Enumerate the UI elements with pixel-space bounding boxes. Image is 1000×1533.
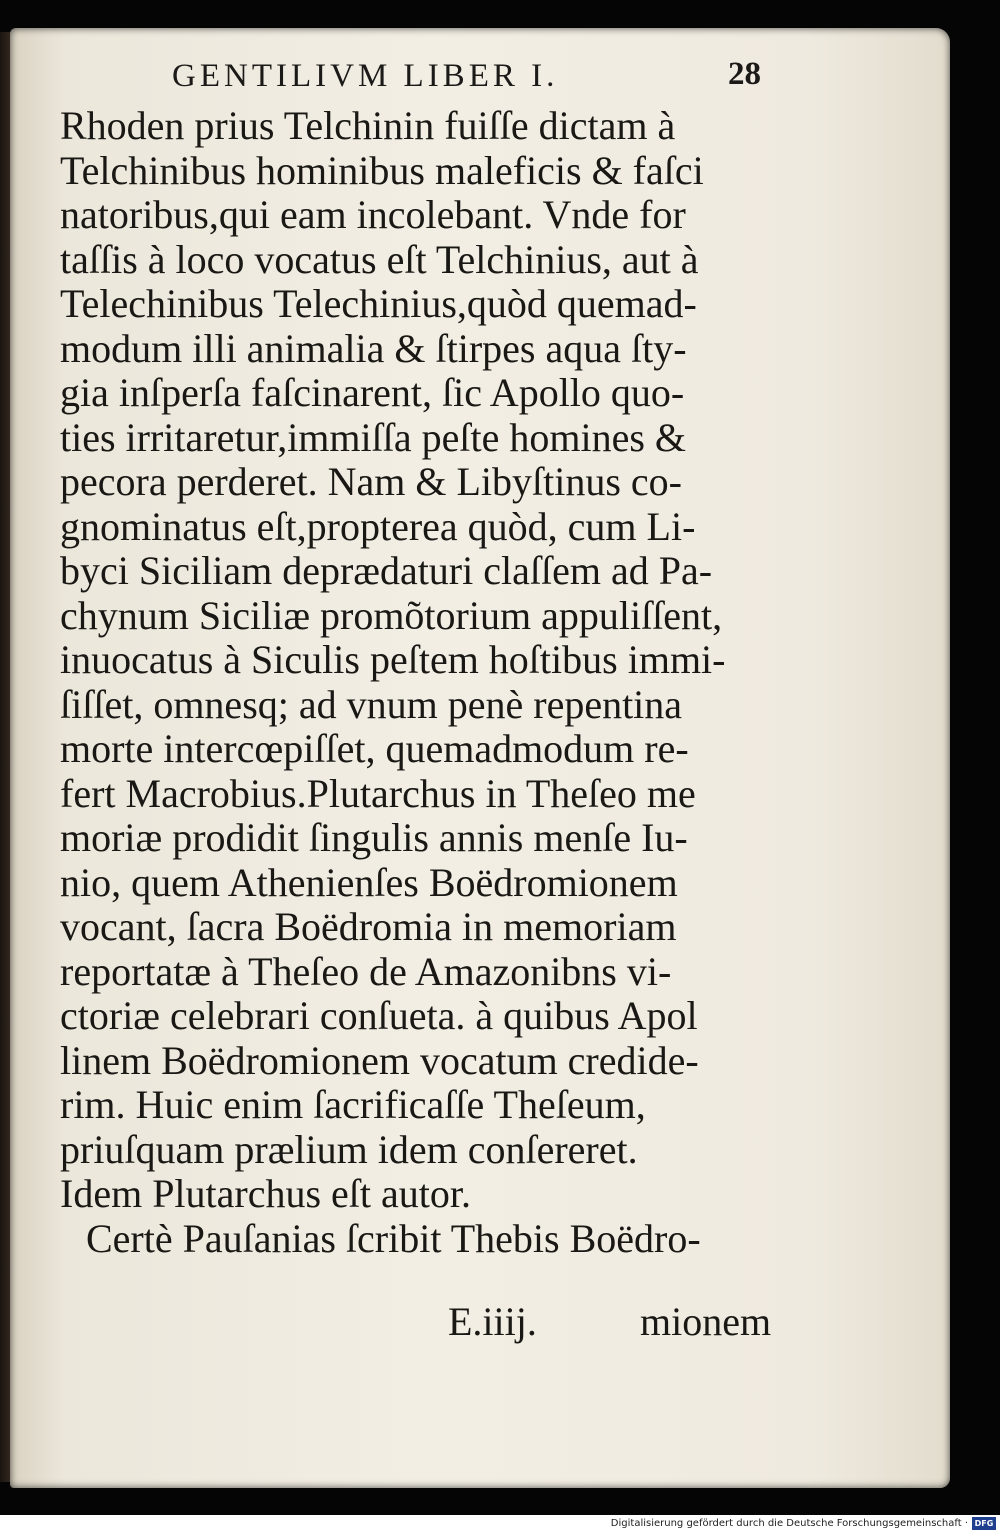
text-line: morte intercœpiſſet, quemadmodum re- (60, 726, 689, 771)
text-line: gia inſperſa faſcinarent, ſic Apollo quo- (60, 370, 685, 415)
text-line: priuſquam prælium idem conſereret. (60, 1126, 638, 1172)
text-line: byci Siciliam deprædaturi claſſem ad Pa- (60, 548, 713, 593)
signature-mark: E.iiij. (448, 1299, 537, 1344)
text-line: Telechinibus Telechinius,quòd quemad- (60, 281, 697, 326)
text-line: ctoriæ celebrari conſueta. à quibus Apol (60, 993, 698, 1038)
page-footer (60, 1298, 800, 1344)
text-line: moriæ prodidit ſingulis annis menſe Iu- (60, 815, 688, 860)
text-line: nio, quem Athenienſes Boëdromionem (60, 859, 678, 905)
running-header (172, 58, 772, 102)
text-line: vocant, ſacra Boëdromia in memoriam (60, 904, 677, 949)
text-line: inuocatus à Siculis peſtem hoſtibus immi- (60, 637, 726, 682)
text-line: rim. Huic enim ſacrificaſſe Theſeum, (60, 1082, 646, 1127)
folio-number: 28 (728, 56, 761, 92)
dfg-logo-icon: DFG (972, 1517, 996, 1530)
text-line: Certè Pauſanias ſcribit Thebis Boëdro- (86, 1215, 701, 1261)
credit-text: Digitalisierung gefördert durch die Deutsche Forschungsgemeinschaft · (610, 1518, 968, 1529)
text-line: modum illi animalia & ſtirpes aqua ſty- (60, 325, 687, 371)
text-line: reportatæ à Theſeo de Amazonibns vi- (60, 948, 672, 994)
text-line: natoribus,qui eam incolebant. Vnde for (60, 192, 686, 237)
text-line: chynum Siciliæ promõtorium appuliſſent, (60, 592, 723, 638)
text-line: Telchinibus hominibus maleficis & faſci (60, 147, 704, 193)
running-title: GENTILIVM LIBER I. (172, 58, 559, 94)
body-text (60, 104, 800, 1261)
text-line: linem Boëdromionem vocatum credide- (60, 1037, 699, 1083)
text-line: taſſis à loco vocatus eſt Telchinius, aut à (60, 236, 699, 282)
credit-bar (0, 1515, 1000, 1533)
text-line: gnominatus eſt,propterea quòd, cum Li- (60, 503, 696, 549)
text-line: ſiſſet, omnesq; ad vnum penè repentina (60, 681, 683, 727)
text-line: pecora perderet. Nam & Libyſtinus co- (60, 459, 682, 504)
text-line: ties irritaretur,immiſſa peſte homines & (60, 414, 687, 460)
catchword: mionem (640, 1299, 772, 1344)
text-line: Idem Plutarchus eſt autor. (60, 1171, 472, 1216)
text-line: Rhoden prius Telchinin fuiſſe dictam à (60, 103, 676, 148)
text-line: fert Macrobius.Plutarchus in Theſeo me (60, 770, 696, 816)
